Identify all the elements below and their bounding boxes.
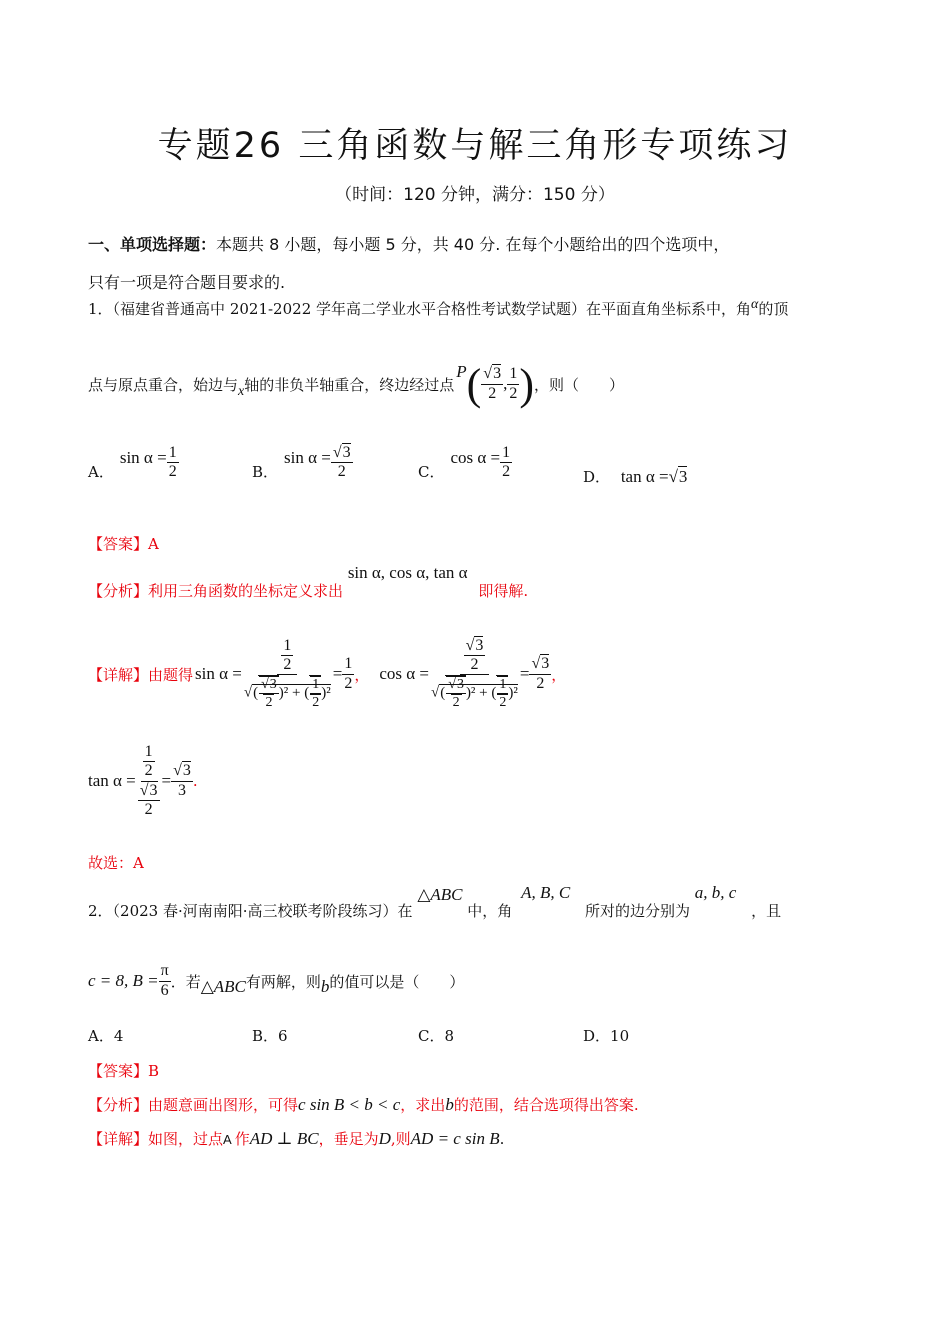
q1-analysis: 【分析】利用三角函数的坐标定义求出 sin α, cos α, tan α 即得解. [88, 563, 529, 600]
q2-stem-line1: 2．（2023 春·河南南阳·高三校联考阶段练习）在 △ABC 中，角 A, B, C 所对的边分别为 a, b, c ，且 [88, 883, 782, 920]
q1-number: 1． [88, 300, 113, 318]
q2-option-a: A．4 [88, 1027, 124, 1045]
section-heading-line [88, 232, 729, 255]
q1-tan-fraction: $\frac{\frac{1}{2}}{\frac{√3}{2}}$ [139, 742, 158, 818]
q1-option-d: D． tan α =√3 [583, 467, 688, 486]
q1-option-a: A． sin α = $\frac{1}{2}$ [88, 444, 177, 481]
q1-point-y: $\frac{1}{2}$ [509, 365, 518, 402]
q1-point-p: P [456, 362, 467, 381]
q2-option-d: D．10 [583, 1027, 630, 1045]
q1-detail-line1: 【详解】 由题得 sin α = $\frac{1}{2}$ √( $\frac{√3}{2}$ )² + ( $\frac{1}{2}$ )² = $\frac{1}{2}$ ， cos α = $\frac{√3}{2}$ √( $\frac{√3}{2}$ )² + ( $\frac{1}{2}$ )² = $\frac{√3}{2}$ ， [88, 636, 567, 711]
q1-analysis-math: sin α, cos α, tan α [347, 563, 468, 582]
q1-line2-c: ，则（ ） [533, 375, 624, 394]
q2-stem-line2: c = 8, B = $\frac{\pi}{6}$ ．若 △ABC 有两解，则 b 的值可以是（ ） [88, 962, 465, 999]
q1-stem-line2: 点与原点重合，始边与 $_x$ 轴的非负半轴重合，终边经过点 P ( $\frac{√3}{2}$ , $\frac{1}{2}$ ) ，则（ ） [88, 359, 624, 409]
section-desc: 本题共 8 小题，每小题 5 分，共 40 分. 在每个小题给出的四个选项中， [216, 235, 730, 254]
q2-analysis: 【分析】由题意画出图形，可得c sin B < b < c，求出b的范围，结合选项得出答案. [88, 1095, 639, 1114]
q1-stem-line1 [88, 297, 788, 319]
q1-option-b: B． sin α = $\frac{√3}{2}$ [252, 444, 351, 481]
q2-triangle: △ABC [417, 885, 463, 904]
q1-paren-left: ( [466, 359, 482, 409]
q1-paren-right: ) [519, 359, 534, 409]
q1-cos-fraction: $\frac{√3}{2}$ √( $\frac{√3}{2}$ )² + ( $\frac{1}{2}$ )² [431, 636, 518, 711]
q2-option-b: B．6 [252, 1027, 288, 1045]
q1-answer: 【答案】A [88, 535, 159, 553]
q1-source-end: 的顶 [758, 300, 789, 318]
q1-x: x [238, 384, 245, 399]
q1-line2-a: 点与原点重合，始边与 [88, 375, 239, 394]
q1-detail-line2: tan α = $\frac{\frac{1}{2}}{\frac{√3}{2}}$ = $\frac{√3}{3}$ . [88, 742, 198, 818]
q2-angles: A, B, C [521, 883, 571, 902]
q1-alpha: α [751, 297, 759, 312]
section-heading: 一、单项选择题： [88, 235, 217, 254]
q2-detail: 【详解】如图，过点A 作AD ⊥ BC，垂足为D,则AD = c sin B. [88, 1129, 505, 1148]
q1-sin-fraction: $\frac{1}{2}$ √( $\frac{√3}{2}$ )² + ( $\frac{1}{2}$ )² [243, 636, 331, 711]
page-title: 专题26 三角函数与解三角形专项练习 [157, 126, 793, 166]
q1-option-c: C． cos α = $\frac{1}{2}$ [418, 444, 511, 481]
q1-point-x: $\frac{√3}{2}$ [483, 365, 502, 402]
section-desc-2: 只有一项是符合题目要求的. [88, 273, 286, 292]
q1-line2-b: 轴的非负半轴重合，终边经过点 [244, 375, 455, 394]
q1-choice: 故选：A [88, 854, 144, 872]
q2-sides: a, b, c [694, 883, 737, 902]
q1-source: （福建省普通高中 2021-2022 学年高二学业水平合格性考试数学试题）在平面直角坐标系中，角 [112, 300, 752, 318]
q2-option-c: C．8 [418, 1027, 455, 1045]
q2-answer: 【答案】B [88, 1062, 160, 1080]
page-subtitle: （时间：120 分钟，满分：150 分） [335, 185, 615, 205]
